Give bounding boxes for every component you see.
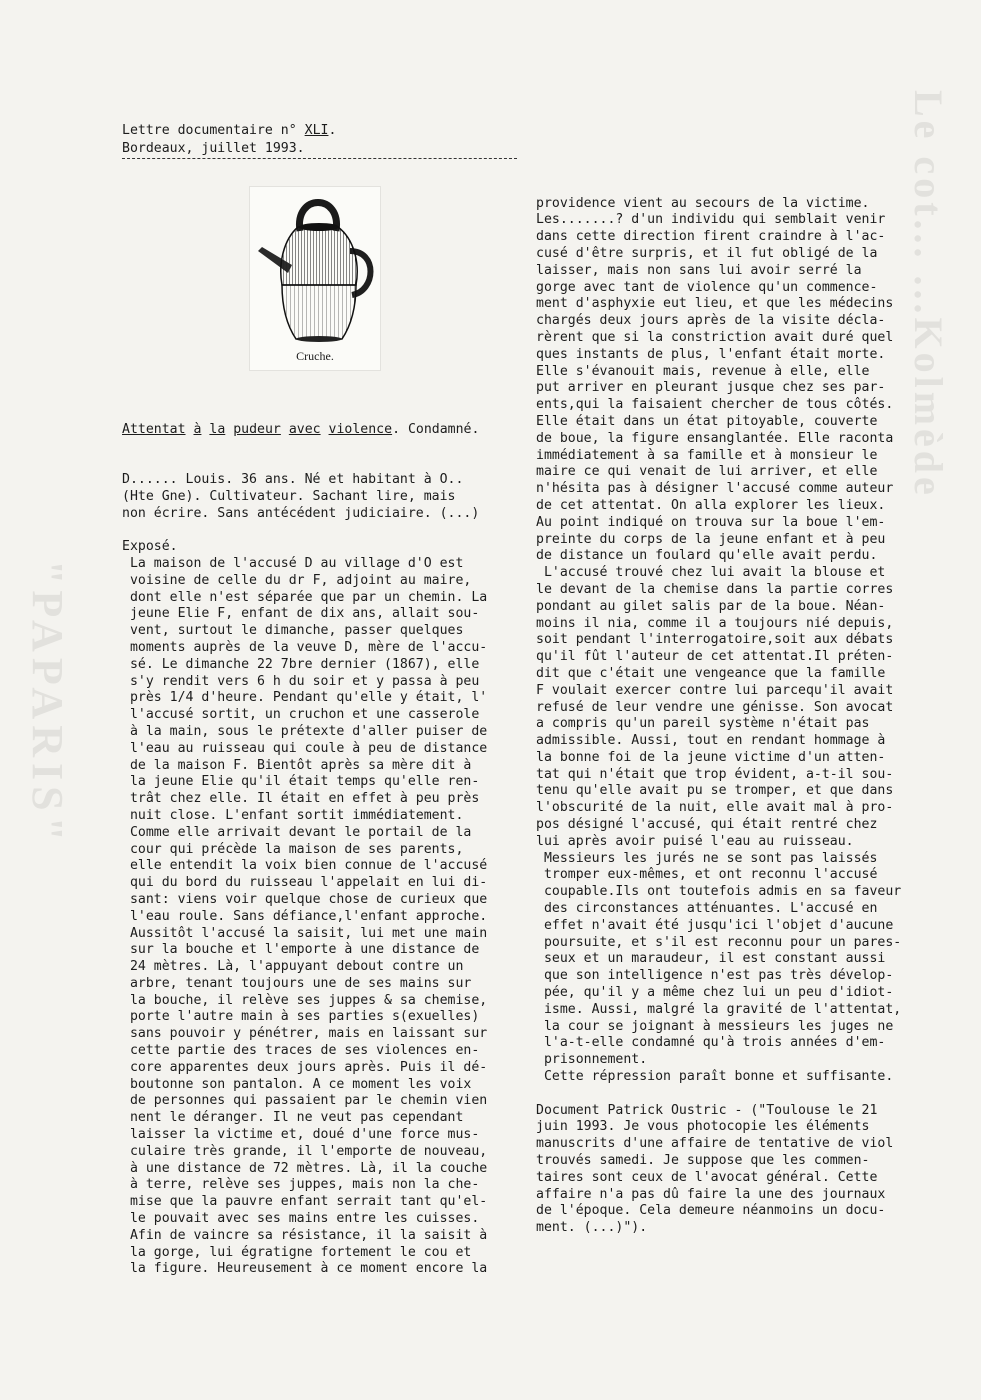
text-line: des circonstances atténuantes. L'accusé en <box>536 901 878 917</box>
text-line: que son intelligence n'est pas très dévelop- <box>536 968 894 984</box>
text-line: cour qui précède la maison de ses parents, <box>122 841 464 857</box>
text-line: ques instants de plus, l'enfant était morte. <box>536 346 886 362</box>
text-line: Au point indiqué on trouva sur la boue l'em- <box>536 514 886 530</box>
text-line: dit que c'était une vengeance que la famille <box>536 665 886 681</box>
text-line <box>122 522 517 539</box>
text-line: affaire n'a pas dû faire la une des journaux <box>536 1186 886 1202</box>
text-line: de l'époque. Cela demeure néanmoins un docu- <box>536 1203 886 1219</box>
text-line: la cour se joignant à messieurs les juges ne <box>536 1018 894 1034</box>
background-watermark-right: Le cot... ...Kolmède <box>906 90 951 499</box>
text-line: admissible. Aussi, tout en rendant hommage à <box>536 733 886 749</box>
text-line: cette partie des traces de ses violences en- <box>122 1043 480 1059</box>
text-line: Exposé. <box>122 539 178 555</box>
text-line: sant: viens voir quelque chose de curieux que <box>122 891 488 907</box>
text-line: Afin de vaincre sa résistance, il la saisit à <box>122 1227 488 1243</box>
heading-word: Attentat <box>122 421 186 437</box>
text-line: le devant de la chemise dans la partie corres <box>536 581 894 597</box>
jug-caption: Cruche. <box>296 349 334 363</box>
text-line: boutonne son pantalon. A ce moment les voix <box>122 1076 472 1092</box>
text-line: moments auprès de la veuve D, mère de l'accu- <box>122 639 488 655</box>
text-line: prisonnement. <box>536 1052 648 1068</box>
text-line: Aussitôt l'accusé la saisit, lui met une main <box>122 925 488 941</box>
text-line: l'obscurité de la nuit, elle avait mal à pro- <box>536 800 894 816</box>
text-line: la bouche, il relève ses juppes & sa chemise, <box>122 992 488 1008</box>
text-line: l'eau roule. Sans défiance,l'enfant approche. <box>122 908 488 924</box>
left-column <box>122 388 517 1295</box>
letter-suffix: . <box>328 123 337 138</box>
text-line: la gorge, lui égratigne fortement le cou et <box>122 1244 472 1260</box>
text-line: sé. Le dimanche 22 7bre dernier (1867), elle <box>122 656 480 672</box>
text-line: D...... Louis. 36 ans. Né et habitant à O.. <box>122 471 464 487</box>
text-line: Elle était dans un état pitoyable, couverte <box>536 413 878 429</box>
text-line: Document Patrick Oustric - ("Toulouse le 21 <box>536 1102 878 1118</box>
text-line: laisser la victime et, doué d'une force mus- <box>122 1127 480 1143</box>
text-line: moins il nia, comme il a toujours nié depuis, <box>536 615 894 631</box>
text-line: la bonne foi de la jeune victime d'un atten- <box>536 749 886 765</box>
text-line: jeune Elie F, enfant de dix ans, allait sou- <box>122 606 480 622</box>
heading-rest: . Condamné. <box>392 421 480 437</box>
heading-word: violence <box>328 421 393 437</box>
text-line: preinte du corps de la jeune enfant et à peu <box>536 531 886 547</box>
text-line: F voulait exercer contre lui parcequ'il avait <box>536 682 894 698</box>
letter-number-line <box>122 122 336 140</box>
text-line: dans cette direction firent craindre à l'ac- <box>536 229 886 245</box>
text-line: chargés deux jours après de la visite décla- <box>536 313 886 329</box>
text-line: la jeune Elie qu'il était temps qu'elle ren- <box>122 774 480 790</box>
right-text-lines <box>536 196 931 1237</box>
text-line: cusé d'être surpris, et il fut obligé de la <box>536 245 878 261</box>
text-line: providence vient au secours de la victime. <box>536 195 870 211</box>
text-line: à la main, sous le prétexte d'aller puiser de <box>122 723 488 739</box>
text-line: pondant au gilet salis par de la boue. Néan- <box>536 598 886 614</box>
text-line: porte l'autre main à ses parties s(exuelles) <box>122 1009 480 1025</box>
text-line: Cette répression paraît bonne et suffisante. <box>536 1069 894 1085</box>
text-line: put arriver en pleurant jusque chez ses par- <box>536 380 886 396</box>
text-line: core apparentes deux jours après. Puis il dé- <box>122 1059 488 1075</box>
text-line: 24 mètres. Là, l'appuyant debout contre un <box>122 959 464 975</box>
text-line: ment. (...)"). <box>536 1220 648 1236</box>
text-line: refusé de leur vendre une génisse. Son avocat <box>536 699 894 715</box>
heading-space <box>321 422 329 437</box>
heading-word: avec <box>288 421 321 437</box>
text-line: effet n'avait été jusqu'ici l'objet d'aucune <box>536 917 894 933</box>
right-column <box>536 162 931 1254</box>
text-line: laisser, mais non sans lui avoir serré la <box>536 262 862 278</box>
text-line: isme. Aussi, malgré la gravité de l'attentat, <box>536 1001 902 1017</box>
jug-icon <box>250 187 380 352</box>
text-line: seux et un maraudeur, il est constant aussi <box>536 951 886 967</box>
text-line: à une distance de 72 mètres. Là, il la couche <box>122 1160 488 1176</box>
jug-illustration <box>249 186 381 371</box>
text-line: taires sont ceux de l'avocat général. Cette <box>536 1169 878 1185</box>
text-line: trât chez elle. Il était en effet à peu près <box>122 791 480 807</box>
text-line: Comme elle arrivait devant le portail de la <box>122 824 472 840</box>
heading-word: la <box>209 421 226 437</box>
text-line: voisine de celle du dr F, adjoint au maire, <box>122 572 472 588</box>
text-line: sans pouvoir y pénétrer, mais en laissant sur <box>122 1026 488 1042</box>
text-line: Messieurs les jurés ne se sont pas laissés <box>536 850 878 866</box>
heading-space <box>281 422 289 437</box>
text-line: soit pendant l'interrogatoire,soit aux débats <box>536 632 894 648</box>
text-line: qu'il fût l'auteur de cet attentat.Il préten- <box>536 649 894 665</box>
text-line: maire ce qui venait de lui arriver, et elle <box>536 464 878 480</box>
text-line: L'accusé trouvé chez lui avait la blouse et <box>536 565 886 581</box>
left-text-lines <box>122 472 517 1278</box>
text-line: pée, qu'il y a même chez lui un peu d'idiot- <box>536 985 894 1001</box>
text-line: ment d'asphyxie eut lieu, et que les médecins <box>536 296 894 312</box>
text-line: immédiatement à sa famille et à monsieur le <box>536 447 878 463</box>
text-line: ents,qui la faisaient chercher de tous côtés. <box>536 397 894 413</box>
text-line: tromper eux-mêmes, et ont reconnu l'accusé <box>536 867 878 883</box>
text-line: mise que la pauvre enfant serrait tant qu'el- <box>122 1194 488 1210</box>
text-line: de cet attentat. On alla explorer les lieux. <box>536 497 886 513</box>
text-line: culaire très grande, il l'emporte de nouveau, <box>122 1143 488 1159</box>
text-line: de distance un foulard qu'elle avait perdu. <box>536 548 878 564</box>
text-line: gorge avec tant de violence qu'un commence- <box>536 279 878 295</box>
letter-header <box>122 122 336 158</box>
text-line: dont elle n'est séparée que par un chemin. La <box>122 589 488 605</box>
text-line: lui après avoir puisé l'eau au ruisseau. <box>536 833 854 849</box>
text-line: de personnes qui passaient par le chemin vien <box>122 1093 488 1109</box>
text-line: trouvés samedi. Je suppose que les commen- <box>536 1153 870 1169</box>
text-line: pos désigné l'accusé, qui était rentré chez <box>536 817 878 833</box>
place-date: Bordeaux, juillet 1993. <box>122 141 305 156</box>
text-line: l'accusé sortit, un cruchon et une casserole <box>122 707 480 723</box>
text-line: arbre, tenant toujours une de ses mains sur <box>122 975 472 991</box>
text-line: l'a-t-elle condamné qu'à trois années d'em- <box>536 1035 886 1051</box>
text-line <box>536 1086 931 1103</box>
text-line: (Hte Gne). Cultivateur. Sachant lire, mais <box>122 488 456 504</box>
text-line: de la maison F. Bientôt après sa mère dit à <box>122 757 472 773</box>
text-line: non écrire. Sans antécédent judiciaire. (...) <box>122 505 480 521</box>
header-divider <box>122 158 517 159</box>
text-line: Elle s'évanouit mais, revenue à elle, elle <box>536 363 870 379</box>
text-line: sur la bouche et l'emporte à une distance de <box>122 942 480 958</box>
article-heading <box>122 422 517 439</box>
letter-prefix: Lettre documentaire n° <box>122 123 305 138</box>
text-line: coupable.Ils ont toutefois admis en sa faveur <box>536 884 902 900</box>
text-line: le pouvait avec ses mains entre les cuisses. <box>122 1211 480 1227</box>
text-line: Les.......? d'un individu qui semblait venir <box>536 212 886 228</box>
text-line: tat qui n'était que trop évident, a-t-il sou- <box>536 766 894 782</box>
text-line: de boue, la figure ensanglantée. Elle raconta <box>536 430 894 446</box>
text-line: rèrent que si la constriction avait duré quel <box>536 329 894 345</box>
text-line: qui du bord du ruisseau l'appelait en lui di- <box>122 875 488 891</box>
text-line: s'y rendit vers 6 h du soir et y passa à peu <box>122 673 480 689</box>
text-line: La maison de l'accusé D au village d'O est <box>122 555 464 571</box>
text-line: à terre, relève ses juppes, mais non la che- <box>122 1177 480 1193</box>
heading-word: à <box>193 421 202 437</box>
text-line: la figure. Heureusement à ce moment encore la <box>122 1261 488 1277</box>
text-line: tenu qu'elle avait pu se tromper, et que dans <box>536 783 894 799</box>
text-line: elle entendit la voix bien connue de l'accusé <box>122 858 488 874</box>
text-line: n'hésita pas à désigner l'accusé comme auteur <box>536 481 894 497</box>
text-line: nuit close. L'enfant sortit immédiatement. <box>122 807 464 823</box>
text-line: manuscrits d'une affaire de tentative de viol <box>536 1136 894 1152</box>
text-line: a compris qu'un pareil système n'était pas <box>536 716 870 732</box>
letter-number: XLI <box>304 123 329 138</box>
text-line: juin 1993. Je vous photocopie les éléments <box>536 1119 870 1135</box>
background-watermark-left: "PAPARIS" <box>23 560 72 847</box>
text-line: nent le déranger. Il ne veut pas cependant <box>122 1110 464 1126</box>
text-line: l'eau au ruisseau qui coule à peu de distance <box>122 740 488 756</box>
text-line: près 1/4 d'heure. Pendant qu'elle y était, l' <box>122 690 488 706</box>
text-line: poursuite, et s'il est reconnu pour un pares- <box>536 934 902 950</box>
text-line: vent, surtout le dimanche, passer quelques <box>122 623 464 639</box>
heading-word: pudeur <box>233 421 281 437</box>
